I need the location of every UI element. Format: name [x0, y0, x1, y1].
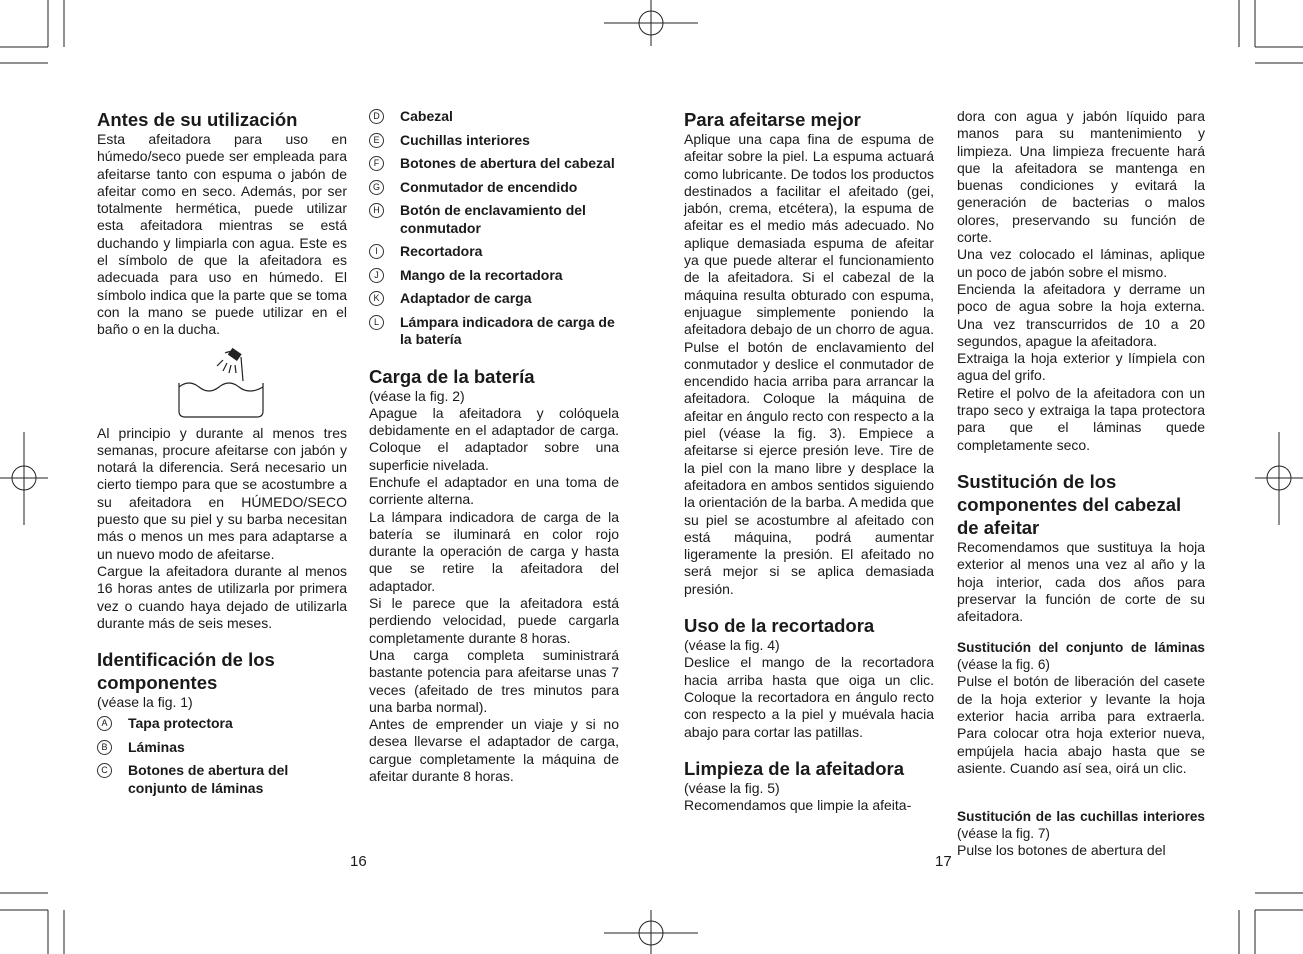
circled-letter: D [369, 109, 384, 124]
circled-letter: F [369, 156, 384, 171]
subheading-bold: Sustitución del conjunto de láminas [957, 640, 1205, 656]
item-label: Botones de abertura del cabezal [400, 155, 615, 171]
circled-letter: E [369, 133, 384, 148]
item-label: Botones de abertura del conjunto de láminas [128, 762, 289, 796]
item-label: Adaptador de carga [400, 290, 532, 306]
figure-reference: (véase la fig. 4) [684, 637, 780, 654]
heading-afeitarse-mejor: Para afeitarse mejor [684, 109, 861, 130]
page-number: 17 [935, 853, 952, 870]
paragraph: Encienda la afeitadora y derrame un poco de agua sobre la hoja externa. Una vez transcurridos de 10 a 20 segundos, apague la afeitadora. [957, 280, 1205, 349]
item-label: Láminas [128, 738, 185, 755]
figure-reference: (véase la fig. 6) [957, 657, 1050, 673]
paragraph: Enchufe el adaptador en una toma de corriente alterna. [369, 473, 619, 508]
paragraph: Al principio y durante al menos tres semanas, procure afeitarse con jabón y notará la diferencia. Será necesario un cierto tiempo para que se acostumbre a su afeitadora en HÚMEDO/SECO puesto que su piel y su barba necesitan más o menos un mes para adaptarse a un nuevo modo de afeitarse. [97, 424, 347, 562]
shower-wet-use-icon [97, 345, 347, 425]
paragraph: Esta afeitadora para uso en húmedo/seco puede ser empleada para afeitarse tanto con espuma o jabón de afeitar como en seco. Además, por ser totalmente hermética, puede utilizar esta afeitadora mientras se está duchando y limpiarla con agua. Este es el símbolo de que la afeitadora es adecuada para uso en húmedo. El símbolo indica que la parte que se toma con la mano se puede utilizar en el baño o en la ducha. [97, 131, 347, 338]
circled-letter: A [97, 716, 112, 731]
paragraph: dora con agua y jabón líquido para manos para su mantenimiento y limpieza. Una limpieza frecuente hará que la afeitadora se mantenga en buenas condiciones y evitará la generación de bacterias o malos olores, preservando su función de corte. [957, 108, 1205, 246]
circled-letter: L [369, 315, 384, 330]
list-item [97, 739, 347, 757]
list-item [369, 155, 619, 173]
heading-antes: Antes de su utilización [97, 109, 298, 130]
paragraph: Recomendamos que limpie la afeita- [684, 797, 912, 814]
column-2 [369, 108, 619, 785]
column-1 [97, 108, 347, 803]
paragraph: La lámpara indicadora de carga de la batería se iluminará en color rojo durante la operación de carga y hasta que se retire la afeitadora del adaptador. [369, 508, 619, 594]
circled-letter: B [97, 740, 112, 755]
figure-reference: (véase la fig. 1) [97, 694, 193, 711]
circled-letter: K [369, 291, 384, 306]
item-label: Cabezal [400, 108, 453, 124]
heading-identificacion: Identificación de los componentes [97, 649, 275, 694]
list-item [369, 267, 619, 285]
component-list [369, 108, 619, 349]
paragraph: Una carga completa suministrará bastante potencia para afeitarse unas 7 veces (afeitado de tres minutos para una barba normal). [369, 646, 619, 715]
paragraph: Pulse los botones de abertura del [957, 842, 1166, 859]
circled-letter: C [97, 763, 112, 778]
figure-reference: (véase la fig. 2) [369, 387, 465, 404]
component-list [97, 715, 347, 797]
circled-letter: G [369, 180, 384, 195]
heading-carga: Carga de la batería [369, 365, 535, 387]
list-item [369, 290, 619, 308]
heading-sustitucion: Sustitución de los componentes del cabezal de afeitar [957, 470, 1182, 538]
paragraph: Si le parece que la afeitadora está perdiendo velocidad, puede cargarla completamente durante 8 horas. [369, 595, 619, 646]
item-label: Tapa protectora [128, 715, 233, 732]
figure-reference: (véase la fig. 5) [684, 779, 780, 796]
circled-letter: J [369, 268, 384, 283]
page-number: 16 [350, 853, 367, 870]
paragraph: Pulse el botón de liberación del casete de la hoja exterior y levante la hoja exterior hacia arriba para extraerla. Para colocar otra hoja exterior nueva, empújela hacia abajo hasta que se asiente. Cuando así sea, oirá un clic. [957, 673, 1205, 776]
paragraph: Cargue la afeitadora durante al menos 16 horas antes de utilizarla por primera vez o cuando haya dejado de utilizarla durante más de seis meses. [97, 562, 347, 631]
paragraph: Recomendamos que sustituya la hoja exterior al menos una vez al año y la hoja interior, cada dos años para preservar la función de corte de su afeitadora. [957, 538, 1205, 625]
item-label: Lámpara indicadora de carga de la batería [400, 313, 615, 347]
list-item [97, 715, 347, 733]
item-label: Botón de enclavamiento del conmutador [400, 202, 586, 236]
list-item [369, 108, 619, 126]
circled-letter: I [369, 244, 384, 259]
item-label: Conmutador de encendido [400, 178, 578, 195]
subheading-cuchillas [957, 808, 1205, 842]
list-item [97, 762, 347, 797]
item-label: Cuchillas interiores [400, 131, 530, 148]
item-label: Recortadora [400, 243, 483, 259]
column-3 [684, 108, 934, 814]
column-4 [957, 108, 1205, 860]
figure-reference: (véase la fig. 7) [957, 826, 1050, 842]
paragraph: Apague la afeitadora y colóquela debidamente en el adaptador de carga. Coloque el adaptador sobre una superficie nivelada. [369, 404, 619, 473]
paragraph: Antes de emprender un viaje y si no desea llevarse el adaptador de carga, cargue completamente la máquina de afeitar durante 8 horas. [369, 716, 619, 785]
paragraph: Retire el polvo de la afeitadora con un trapo seco y extraiga la tapa protectora para que el láminas quede completamente seco. [957, 384, 1205, 453]
paragraph: Deslice el mango de la recortadora hacia arriba hasta que oiga un clic. Coloque la recortadora en ángulo recto con respecto a la piel y muévala hacia abajo para cortar las patillas. [684, 654, 934, 740]
item-label: Mango de la recortadora [400, 266, 563, 283]
list-item [369, 314, 619, 349]
list-item [369, 202, 619, 237]
list-item [369, 132, 619, 150]
paragraph: Extraiga la hoja exterior y límpiela con agua del grifo. [957, 350, 1205, 384]
subheading-bold: Sustitución de las cuchillas interiores [957, 809, 1205, 825]
heading-recortadora: Uso de la recortadora [684, 615, 875, 637]
subheading-laminas [957, 639, 1205, 673]
paragraph: Una vez colocado el láminas, aplique un poco de jabón sobre el mismo. [957, 246, 1205, 280]
list-item [369, 243, 619, 261]
paragraph: Aplique una capa fina de espuma de afeitar sobre la piel. La espuma actuará como lubricante. De todos los productos destinados a facilitar el afeitado (gei, jabón, crema, etcétera), la espuma de afeitar es el medio más adecuado. No aplique demasiada espuma de afeitar ya que puede alterar el funcionamiento de la afeitadora. Si el cabezal de la máquina resulta obturado con espuma, enjuague simplemente poniendo la afeitadora debajo de un chorro de agua. Pulse el botón de enclavamiento del conmutador y deslice el conmutador de encendido hacia arriba para arrancar la afeitadora. Coloque la máquina de afeitar en ángulo recto con respecto a la piel (véase la fig. 3). Empiece a afeitarse si ejerce presión leve. Tire de la piel con la mano libre y desplace la afeitadora en ambos sentidos siguiendo la orientación de la barba. A medida que su piel se acostumbre al afeitado con está máquina, podrá aumentar ligeramente la presión. El afeitado no será mejor si se aplica demasiada presión. [684, 131, 934, 597]
list-item [369, 179, 619, 197]
heading-limpieza: Limpieza de la afeitadora [684, 757, 905, 779]
circled-letter: H [369, 203, 384, 218]
